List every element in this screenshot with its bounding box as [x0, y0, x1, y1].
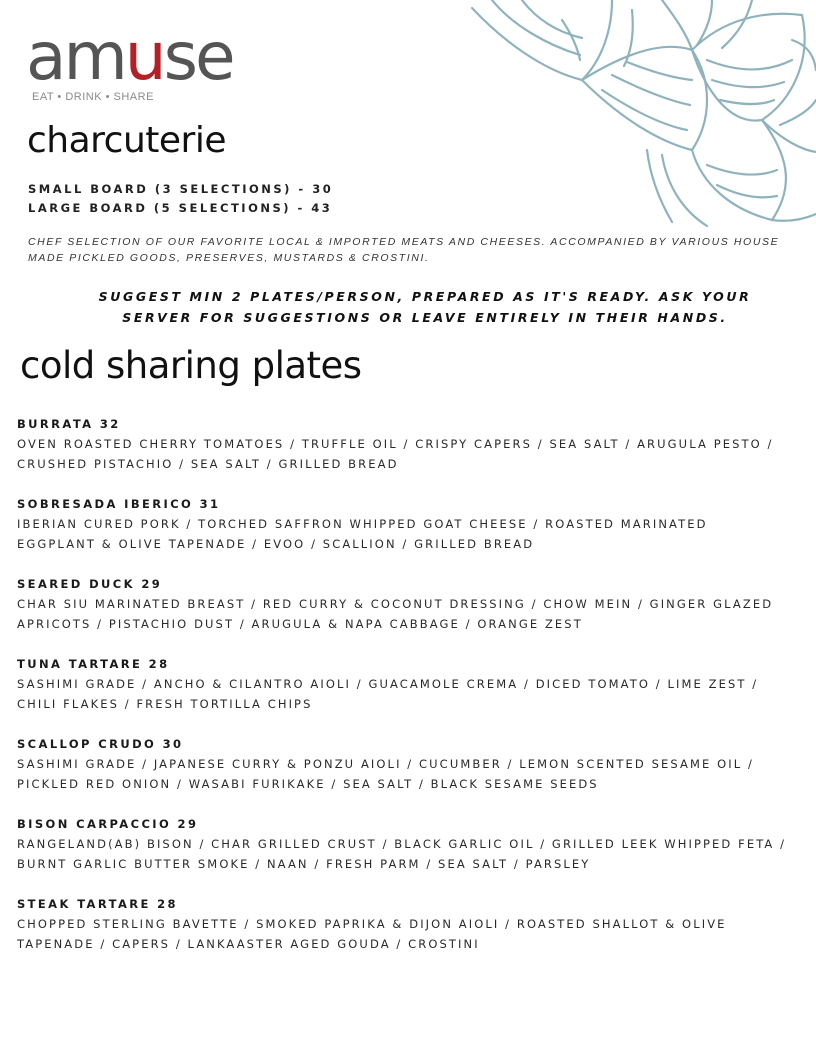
logo-tagline: EAT • DRINK • SHARE [32, 91, 154, 103]
menu-item [17, 494, 787, 554]
menu-item-description: SASHIMI GRADE / JAPANESE CURRY & PONZU AIOLI / CUCUMBER / LEMON SCENTED SESAME OIL / PICKLED RED ONION / WASABI FURIKAKE / SEA SALT / BLACK SESAME SEEDS [17, 757, 754, 791]
logo-suffix: se [163, 18, 233, 95]
logo-wordmark [26, 18, 233, 95]
logo-wine-glass-letter: u [124, 18, 164, 95]
menu-item-name: BURRATA 32 [17, 417, 121, 431]
large-board-line: LARGE BOARD (5 SELECTIONS) - 43 [28, 201, 333, 215]
menu-item-description: OVEN ROASTED CHERRY TOMATOES / TRUFFLE OIL / CRISPY CAPERS / SEA SALT / ARUGULA PESTO / CRUSHED PISTACHIO / SEA SALT / GRILLED BREAD [17, 437, 774, 471]
menu-item-name: TUNA TARTARE 28 [17, 657, 170, 671]
amuse-logo [26, 18, 298, 108]
board-options [28, 180, 333, 218]
menu-item-description: IBERIAN CURED PORK / TORCHED SAFFRON WHIPPED GOAT CHEESE / ROASTED MARINATED EGGPLANT & OLIVE TAPENADE / EVOO / SCALLION / GRILLED BREAD [17, 517, 708, 551]
cold-plates-list [17, 414, 787, 974]
charcuterie-description: CHEF SELECTION OF OUR FAVORITE LOCAL & IMPORTED MEATS AND CHEESES. ACCOMPANIED BY VARIOUS HOUSE MADE PICKLED GOODS, PRESERVES, MUSTARDS & CROSTINI. [28, 236, 780, 264]
menu-item-description: RANGELAND(AB) BISON / CHAR GRILLED CRUST / BLACK GARLIC OIL / GRILLED LEEK WHIPPED FETA / BURNT GARLIC BUTTER SMOKE / NAAN / FRESH PARM / SEA SALT / PARSLEY [17, 837, 787, 871]
menu-item-name: SOBRESADA IBERICO 31 [17, 497, 221, 511]
menu-item-name: SEARED DUCK 29 [17, 577, 163, 591]
menu-item-name: SCALLOP CRUDO 30 [17, 737, 184, 751]
menu-item-name: BISON CARPACCIO 29 [17, 817, 199, 831]
menu-item [17, 654, 787, 714]
menu-item-description: CHOPPED STERLING BAVETTE / SMOKED PAPRIKA & DIJON AIOLI / ROASTED SHALLOT & OLIVE TAPENADE / CAPERS / LANKAASTER AGED GOUDA / CROSTINI [17, 917, 727, 951]
menu-item [17, 414, 787, 474]
menu-item [17, 574, 787, 634]
menu-item [17, 734, 787, 794]
floral-illustration [462, 0, 816, 228]
menu-item [17, 894, 787, 954]
serving-suggestion: SUGGEST MIN 2 PLATES/PERSON, PREPARED AS IT'S READY. ASK YOUR SERVER FOR SUGGESTIONS OR LEAVE ENTIRELY IN THEIR HANDS. [98, 289, 752, 325]
charcuterie-heading: charcuterie [27, 120, 227, 161]
menu-item-name: STEAK TARTARE 28 [17, 897, 178, 911]
small-board-line: SMALL BOARD (3 SELECTIONS) - 30 [28, 182, 334, 196]
menu-item-description: SASHIMI GRADE / ANCHO & CILANTRO AIOLI / GUACAMOLE CREMA / DICED TOMATO / LIME ZEST / CHILI FLAKES / FRESH TORTILLA CHIPS [17, 677, 759, 711]
menu-item-description: CHAR SIU MARINATED BREAST / RED CURRY & COCONUT DRESSING / CHOW MEIN / GINGER GLAZED APRICOTS / PISTACHIO DUST / ARUGULA & NAPA CABBAGE / ORANGE ZEST [17, 597, 774, 631]
menu-item [17, 814, 787, 874]
cold-plates-heading: cold sharing plates [20, 344, 362, 387]
logo-prefix: am [26, 18, 125, 95]
